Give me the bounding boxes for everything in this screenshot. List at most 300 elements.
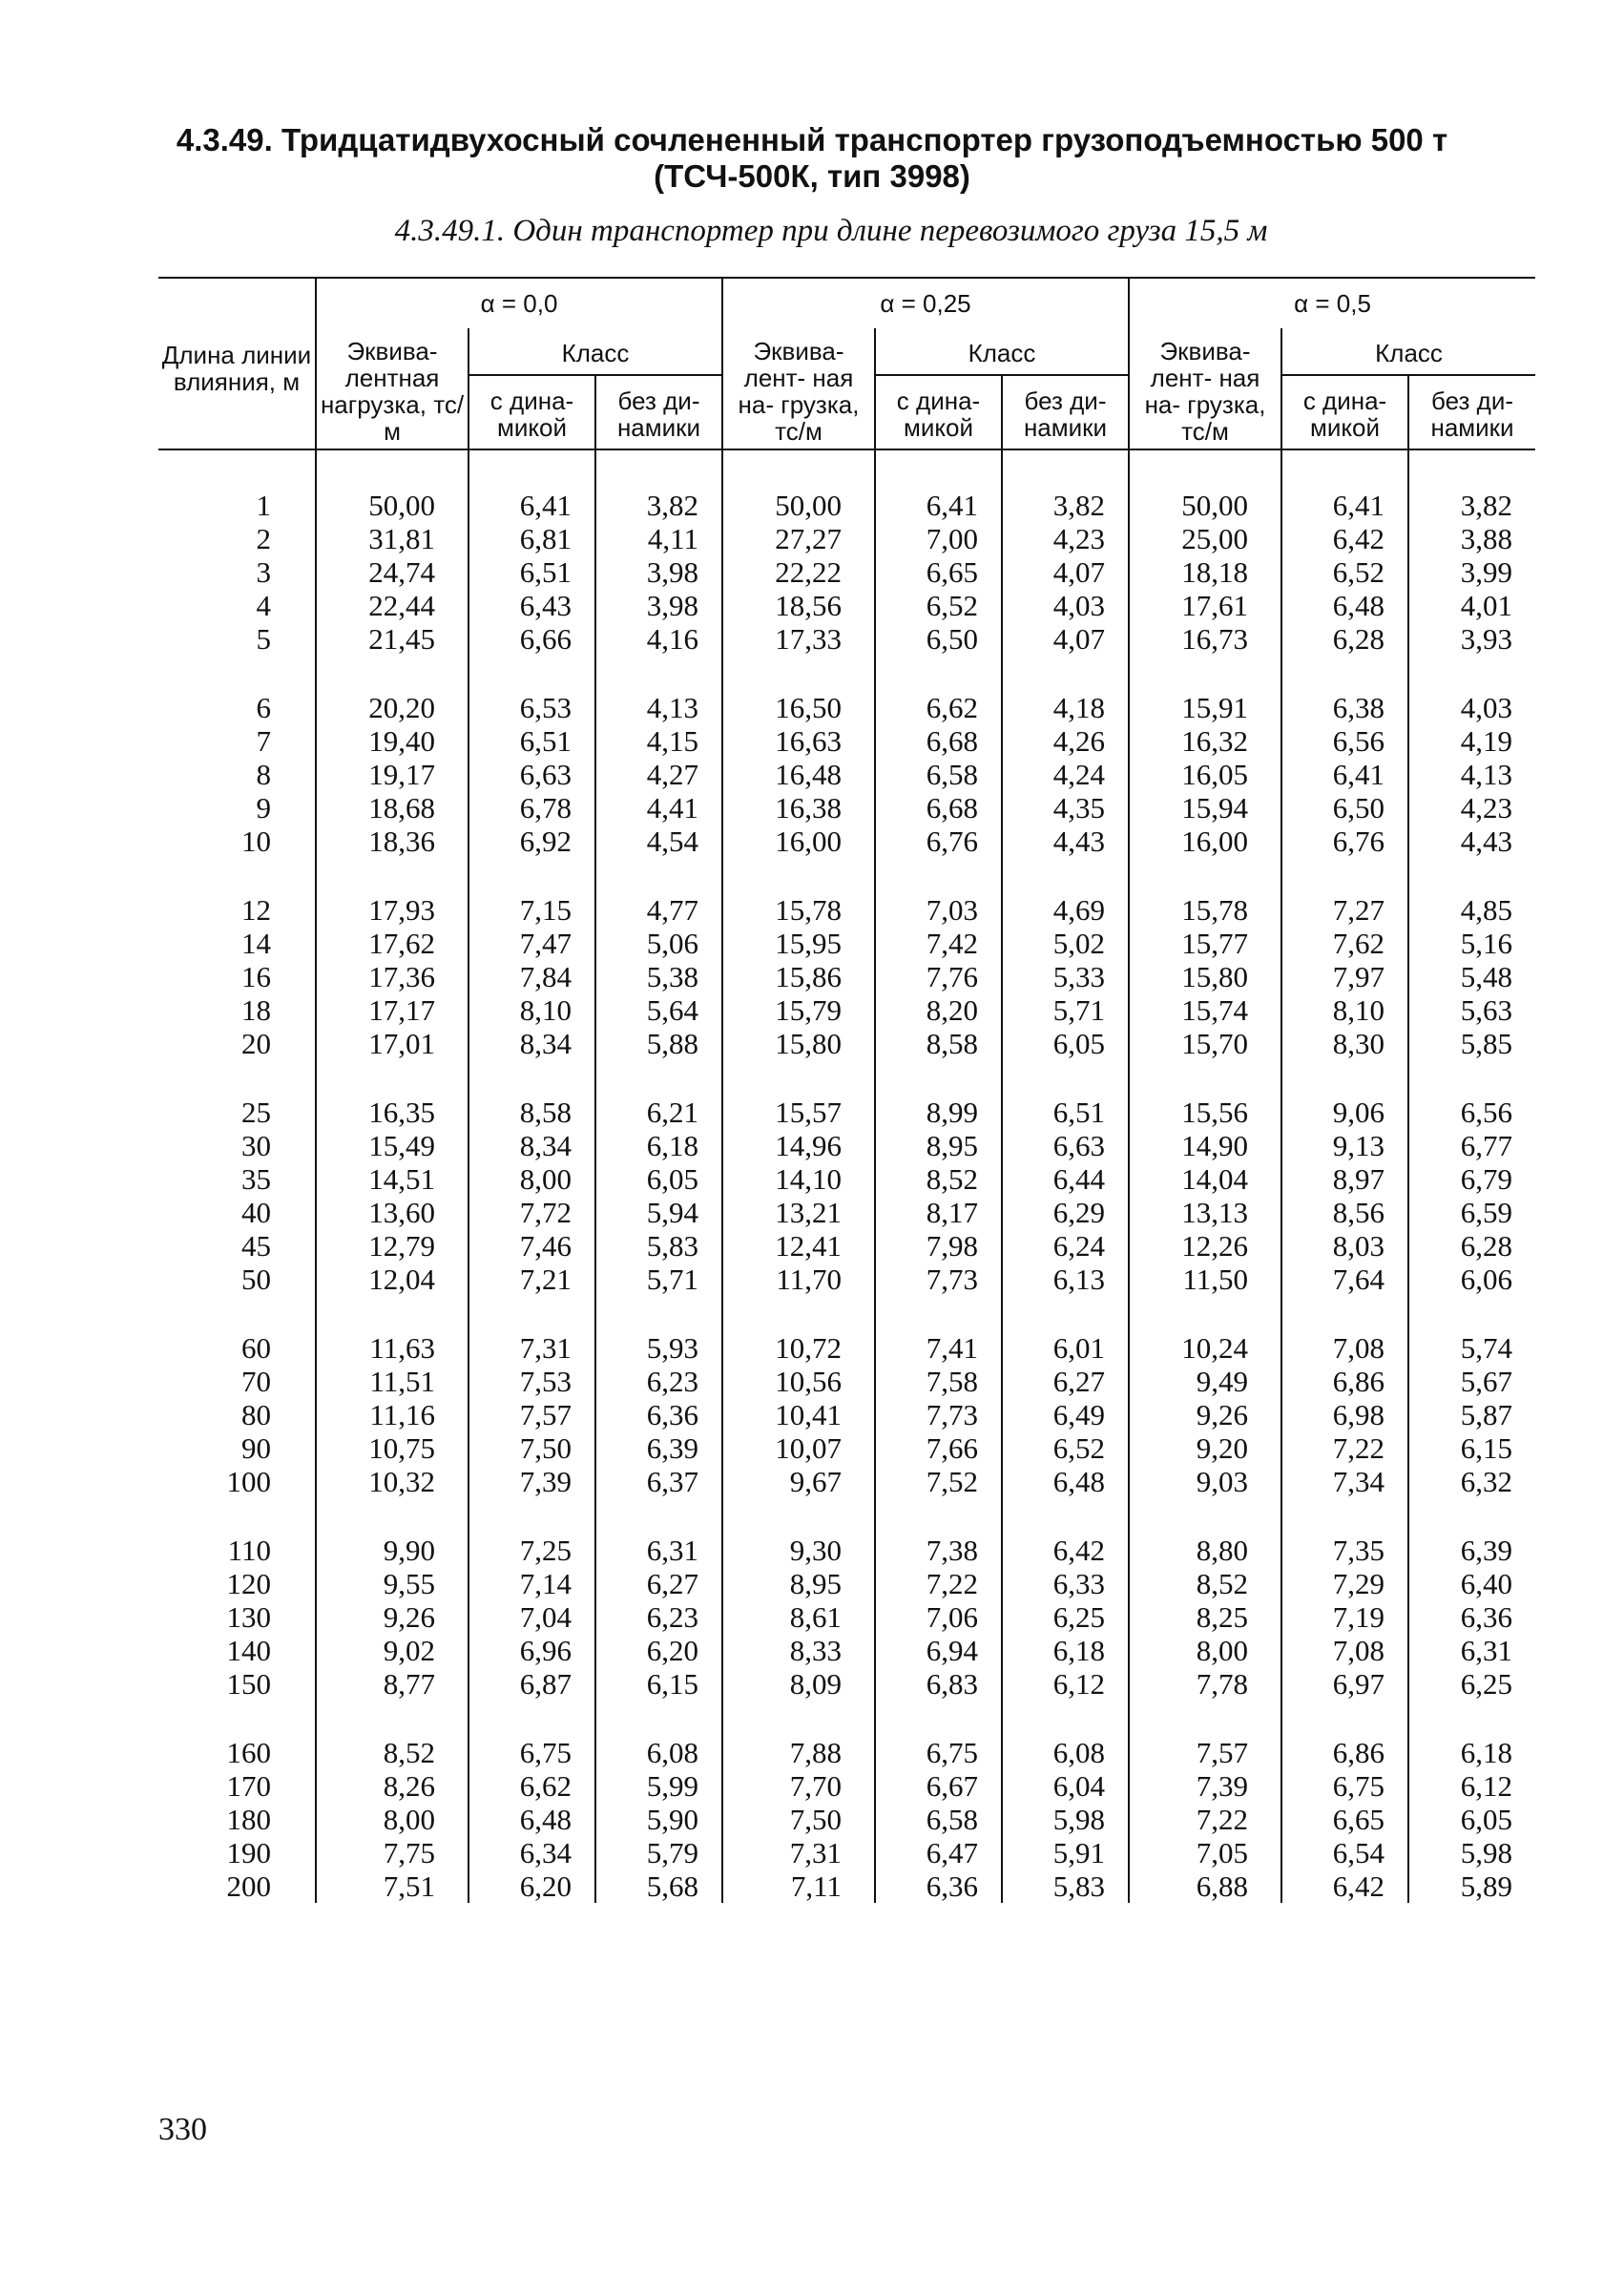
cell-eq-a05: 6,88 <box>1129 1869 1281 1903</box>
spacer-cell <box>158 1296 316 1331</box>
cell-eq-a05: 13,13 <box>1129 1196 1281 1229</box>
cell-dyn-a025: 7,73 <box>875 1398 1002 1431</box>
cell-length: 180 <box>226 1803 271 1836</box>
cell-nodyn-a025: 5,83 <box>1002 1869 1129 1903</box>
cell-eq-a05: 15,74 <box>1129 993 1281 1027</box>
spacer-cell <box>595 1296 722 1331</box>
spacer-cell <box>1129 1060 1281 1096</box>
table-row <box>158 1096 1535 1129</box>
cell-length: 10 <box>241 825 271 858</box>
spacer-cell <box>722 858 875 893</box>
cell-dyn-a0: 6,62 <box>468 1769 595 1803</box>
cell-eq-a05: 7,39 <box>1129 1769 1281 1803</box>
header-influence-line-length: Длина линии влияния, м <box>158 278 316 449</box>
subsection-title: 4.3.49.1. Один транспортер при длине перевозимого груза 15,5 м <box>394 214 1268 248</box>
cell-length: 130 <box>226 1600 271 1634</box>
cell-nodyn-a025: 6,44 <box>1002 1162 1129 1196</box>
cell-dyn-a05: 7,22 <box>1281 1431 1408 1465</box>
cell-dyn-a0: 7,46 <box>468 1229 595 1263</box>
cell-nodyn-a05: 5,98 <box>1408 1836 1535 1869</box>
cell-length: 190 <box>226 1836 271 1869</box>
cell-length: 70 <box>241 1365 271 1398</box>
cell-length: 6 <box>256 691 271 724</box>
cell-dyn-a025: 7,41 <box>875 1331 1002 1365</box>
cell-eq-a025: 11,70 <box>722 1263 875 1296</box>
cell-eq-a05: 14,04 <box>1129 1162 1281 1196</box>
table-row <box>158 1465 1535 1498</box>
cell-dyn-a0: 8,00 <box>468 1162 595 1196</box>
cell-nodyn-a0: 5,90 <box>595 1803 722 1836</box>
spacer-cell <box>1281 656 1408 691</box>
header-without-dynamics: без ди- намики <box>595 375 722 449</box>
spacer-cell <box>1408 1701 1535 1736</box>
cell-nodyn-a025: 6,18 <box>1002 1634 1129 1667</box>
cell-dyn-a0: 6,87 <box>468 1667 595 1701</box>
cell-length: 120 <box>226 1567 271 1600</box>
cell-length: 150 <box>226 1667 271 1701</box>
cell-nodyn-a0: 4,41 <box>595 791 722 825</box>
cell-nodyn-a025: 5,33 <box>1002 960 1129 993</box>
cell-nodyn-a025: 4,69 <box>1002 893 1129 927</box>
cell-dyn-a05: 8,97 <box>1281 1162 1408 1196</box>
cell-dyn-a025: 6,94 <box>875 1634 1002 1667</box>
cell-nodyn-a025: 4,24 <box>1002 758 1129 791</box>
spacer-cell <box>468 656 595 691</box>
cell-eq-a025: 14,96 <box>722 1129 875 1162</box>
cell-nodyn-a0: 6,20 <box>595 1634 722 1667</box>
table-row <box>158 1567 1535 1600</box>
header-alpha-05: α = 0,5 <box>1129 278 1535 328</box>
table-row <box>158 555 1535 589</box>
cell-eq-a0: 17,36 <box>316 960 468 993</box>
spacer-cell <box>1408 1296 1535 1331</box>
cell-length: 100 <box>226 1465 271 1498</box>
cell-nodyn-a05: 3,88 <box>1408 522 1535 555</box>
cell-nodyn-a0: 5,79 <box>595 1836 722 1869</box>
cell-dyn-a025: 6,58 <box>875 1803 1002 1836</box>
spacer-cell <box>595 1701 722 1736</box>
table-row <box>158 1162 1535 1196</box>
cell-nodyn-a025: 5,91 <box>1002 1836 1129 1869</box>
cell-eq-a05: 8,80 <box>1129 1534 1281 1567</box>
cell-nodyn-a025: 4,26 <box>1002 724 1129 758</box>
cell-eq-a05: 50,00 <box>1129 489 1281 522</box>
cell-dyn-a05: 7,34 <box>1281 1465 1408 1498</box>
cell-nodyn-a0: 4,15 <box>595 724 722 758</box>
cell-nodyn-a025: 5,98 <box>1002 1803 1129 1836</box>
cell-dyn-a025: 6,50 <box>875 622 1002 656</box>
section-heading <box>0 122 1624 195</box>
cell-dyn-a05: 8,03 <box>1281 1229 1408 1263</box>
cell-eq-a05: 16,05 <box>1129 758 1281 791</box>
cell-eq-a05: 15,91 <box>1129 691 1281 724</box>
table-row <box>158 993 1535 1027</box>
cell-eq-a0: 31,81 <box>316 522 468 555</box>
spacer-cell <box>158 1060 316 1096</box>
spacer-cell <box>468 858 595 893</box>
cell-eq-a05: 16,32 <box>1129 724 1281 758</box>
cell-length: 45 <box>241 1229 271 1263</box>
spacer-cell <box>875 858 1002 893</box>
cell-nodyn-a0: 6,08 <box>595 1736 722 1769</box>
cell-eq-a025: 8,09 <box>722 1667 875 1701</box>
cell-length: 2 <box>256 522 271 555</box>
cell-eq-a05: 15,94 <box>1129 791 1281 825</box>
table-row <box>158 1803 1535 1836</box>
cell-eq-a0: 11,51 <box>316 1365 468 1398</box>
cell-dyn-a05: 8,10 <box>1281 993 1408 1027</box>
cell-eq-a05: 15,56 <box>1129 1096 1281 1129</box>
cell-nodyn-a025: 4,18 <box>1002 691 1129 724</box>
group-gap-row <box>158 1701 1535 1736</box>
cell-nodyn-a05: 6,40 <box>1408 1567 1535 1600</box>
cell-nodyn-a0: 4,77 <box>595 893 722 927</box>
cell-dyn-a0: 6,51 <box>468 555 595 589</box>
table-row <box>158 724 1535 758</box>
cell-eq-a025: 50,00 <box>722 489 875 522</box>
cell-dyn-a0: 7,15 <box>468 893 595 927</box>
cell-eq-a025: 7,70 <box>722 1769 875 1803</box>
spacer-cell <box>1408 449 1535 489</box>
spacer-cell <box>1129 656 1281 691</box>
cell-eq-a05: 15,78 <box>1129 893 1281 927</box>
cell-dyn-a0: 6,75 <box>468 1736 595 1769</box>
header-without-dynamics: без ди- намики <box>1408 375 1535 449</box>
cell-length: 8 <box>256 758 271 791</box>
cell-length: 5 <box>256 622 271 656</box>
spacer-cell <box>1002 1296 1129 1331</box>
table-row <box>158 1836 1535 1869</box>
cell-eq-a025: 9,30 <box>722 1534 875 1567</box>
cell-eq-a05: 8,25 <box>1129 1600 1281 1634</box>
spacer-cell <box>158 1701 316 1736</box>
cell-nodyn-a05: 6,05 <box>1408 1803 1535 1836</box>
cell-length: 110 <box>227 1534 271 1567</box>
cell-eq-a05: 16,00 <box>1129 825 1281 858</box>
cell-eq-a0: 18,68 <box>316 791 468 825</box>
cell-dyn-a05: 6,42 <box>1281 1869 1408 1903</box>
cell-nodyn-a025: 6,27 <box>1002 1365 1129 1398</box>
spacer-cell <box>158 858 316 893</box>
cell-dyn-a05: 6,28 <box>1281 622 1408 656</box>
cell-dyn-a05: 7,29 <box>1281 1567 1408 1600</box>
cell-nodyn-a0: 4,16 <box>595 622 722 656</box>
cell-nodyn-a05: 3,99 <box>1408 555 1535 589</box>
spacer-cell <box>875 1060 1002 1096</box>
cell-nodyn-a0: 6,27 <box>595 1567 722 1600</box>
cell-nodyn-a025: 6,01 <box>1002 1331 1129 1365</box>
cell-dyn-a05: 7,08 <box>1281 1634 1408 1667</box>
spacer-cell <box>595 858 722 893</box>
cell-nodyn-a0: 6,37 <box>595 1465 722 1498</box>
spacer-cell <box>1129 449 1281 489</box>
cell-nodyn-a05: 5,67 <box>1408 1365 1535 1398</box>
spacer-cell <box>1002 1060 1129 1096</box>
cell-dyn-a0: 8,34 <box>468 1027 595 1060</box>
cell-length: 80 <box>241 1398 271 1431</box>
cell-length: 140 <box>226 1634 271 1667</box>
cell-dyn-a025: 7,73 <box>875 1263 1002 1296</box>
cell-eq-a05: 10,24 <box>1129 1331 1281 1365</box>
cell-dyn-a05: 6,75 <box>1281 1769 1408 1803</box>
table-header <box>158 278 1535 449</box>
group-gap-row <box>158 858 1535 893</box>
cell-dyn-a0: 6,92 <box>468 825 595 858</box>
header-equivalent-load: Эквива- лент- ная на- грузка, тс/м <box>1129 328 1281 449</box>
spacer-cell <box>316 449 468 489</box>
cell-dyn-a05: 6,86 <box>1281 1736 1408 1769</box>
table-row <box>158 758 1535 791</box>
cell-dyn-a0: 7,53 <box>468 1365 595 1398</box>
cell-dyn-a025: 8,52 <box>875 1162 1002 1196</box>
cell-eq-a0: 18,36 <box>316 825 468 858</box>
cell-nodyn-a05: 6,15 <box>1408 1431 1535 1465</box>
header-alpha-025: α = 0,25 <box>722 278 1129 328</box>
table-row <box>158 1331 1535 1365</box>
cell-nodyn-a0: 4,11 <box>595 522 722 555</box>
cell-dyn-a025: 6,62 <box>875 691 1002 724</box>
cell-eq-a05: 7,57 <box>1129 1736 1281 1769</box>
cell-dyn-a0: 7,57 <box>468 1398 595 1431</box>
cell-nodyn-a05: 5,74 <box>1408 1331 1535 1365</box>
cell-eq-a0: 20,20 <box>316 691 468 724</box>
cell-eq-a05: 8,00 <box>1129 1634 1281 1667</box>
header-class: Класс <box>875 328 1129 375</box>
table-row <box>158 893 1535 927</box>
cell-dyn-a025: 7,38 <box>875 1534 1002 1567</box>
header-alpha-0: α = 0,0 <box>316 278 722 328</box>
cell-nodyn-a05: 4,13 <box>1408 758 1535 791</box>
cell-nodyn-a05: 6,79 <box>1408 1162 1535 1196</box>
cell-nodyn-a025: 6,13 <box>1002 1263 1129 1296</box>
cell-length: 18 <box>241 993 271 1027</box>
group-gap-row <box>158 1296 1535 1331</box>
cell-eq-a0: 7,51 <box>316 1869 468 1903</box>
cell-eq-a0: 10,75 <box>316 1431 468 1465</box>
cell-nodyn-a025: 6,42 <box>1002 1534 1129 1567</box>
cell-dyn-a0: 7,14 <box>468 1567 595 1600</box>
cell-eq-a05: 11,50 <box>1129 1263 1281 1296</box>
cell-eq-a0: 22,44 <box>316 589 468 622</box>
cell-dyn-a0: 7,04 <box>468 1600 595 1634</box>
cell-dyn-a05: 6,50 <box>1281 791 1408 825</box>
cell-eq-a025: 27,27 <box>722 522 875 555</box>
cell-dyn-a025: 7,42 <box>875 927 1002 960</box>
cell-nodyn-a05: 6,12 <box>1408 1769 1535 1803</box>
cell-dyn-a0: 6,81 <box>468 522 595 555</box>
cell-nodyn-a025: 5,71 <box>1002 993 1129 1027</box>
spacer-cell <box>1002 1701 1129 1736</box>
table-row <box>158 1027 1535 1060</box>
cell-dyn-a05: 6,56 <box>1281 724 1408 758</box>
spacer-cell <box>1408 1498 1535 1534</box>
cell-dyn-a05: 6,54 <box>1281 1836 1408 1869</box>
cell-nodyn-a05: 5,63 <box>1408 993 1535 1027</box>
cell-nodyn-a05: 6,18 <box>1408 1736 1535 1769</box>
cell-nodyn-a025: 5,02 <box>1002 927 1129 960</box>
cell-eq-a05: 18,18 <box>1129 555 1281 589</box>
spacer-cell <box>1002 449 1129 489</box>
cell-eq-a025: 12,41 <box>722 1229 875 1263</box>
cell-nodyn-a025: 3,82 <box>1002 489 1129 522</box>
cell-eq-a0: 19,40 <box>316 724 468 758</box>
table-row <box>158 1534 1535 1567</box>
cell-nodyn-a05: 6,28 <box>1408 1229 1535 1263</box>
cell-eq-a025: 7,50 <box>722 1803 875 1836</box>
cell-length: 9 <box>256 791 271 825</box>
cell-nodyn-a0: 5,64 <box>595 993 722 1027</box>
cell-nodyn-a05: 5,85 <box>1408 1027 1535 1060</box>
cell-eq-a025: 10,41 <box>722 1398 875 1431</box>
cell-dyn-a0: 6,63 <box>468 758 595 791</box>
spacer-cell <box>875 1701 1002 1736</box>
cell-dyn-a025: 7,00 <box>875 522 1002 555</box>
cell-dyn-a0: 7,21 <box>468 1263 595 1296</box>
cell-dyn-a05: 8,30 <box>1281 1027 1408 1060</box>
cell-eq-a025: 18,56 <box>722 589 875 622</box>
spacer-cell <box>1129 1701 1281 1736</box>
spacer-cell <box>1408 1060 1535 1096</box>
cell-eq-a0: 9,02 <box>316 1634 468 1667</box>
cell-eq-a0: 8,52 <box>316 1736 468 1769</box>
cell-length: 14 <box>241 927 271 960</box>
cell-nodyn-a0: 5,38 <box>595 960 722 993</box>
cell-nodyn-a0: 5,06 <box>595 927 722 960</box>
cell-nodyn-a025: 4,03 <box>1002 589 1129 622</box>
cell-dyn-a0: 7,72 <box>468 1196 595 1229</box>
spacer-cell <box>316 1498 468 1534</box>
table-row <box>158 1869 1535 1903</box>
cell-eq-a05: 9,49 <box>1129 1365 1281 1398</box>
cell-eq-a025: 15,57 <box>722 1096 875 1129</box>
cell-nodyn-a05: 5,16 <box>1408 927 1535 960</box>
cell-dyn-a025: 6,68 <box>875 791 1002 825</box>
spacer-cell <box>595 449 722 489</box>
spacer-cell <box>1281 858 1408 893</box>
cell-eq-a05: 7,22 <box>1129 1803 1281 1836</box>
table-row <box>158 1229 1535 1263</box>
spacer-cell <box>1281 449 1408 489</box>
cell-eq-a0: 19,17 <box>316 758 468 791</box>
cell-eq-a025: 15,95 <box>722 927 875 960</box>
cell-dyn-a025: 8,99 <box>875 1096 1002 1129</box>
cell-eq-a025: 14,10 <box>722 1162 875 1196</box>
cell-dyn-a05: 6,42 <box>1281 522 1408 555</box>
cell-nodyn-a025: 6,29 <box>1002 1196 1129 1229</box>
cell-nodyn-a025: 6,08 <box>1002 1736 1129 1769</box>
table-spacer-row <box>158 449 1535 489</box>
table-row <box>158 489 1535 522</box>
table-row <box>158 1196 1535 1229</box>
cell-eq-a05: 12,26 <box>1129 1229 1281 1263</box>
cell-nodyn-a0: 5,83 <box>595 1229 722 1263</box>
cell-length: 7 <box>256 724 271 758</box>
cell-dyn-a025: 7,98 <box>875 1229 1002 1263</box>
cell-dyn-a05: 6,48 <box>1281 589 1408 622</box>
group-gap-row <box>158 1498 1535 1534</box>
header-with-dynamics: с дина- микой <box>468 375 595 449</box>
cell-dyn-a0: 7,25 <box>468 1534 595 1567</box>
table-row <box>158 691 1535 724</box>
cell-dyn-a025: 7,52 <box>875 1465 1002 1498</box>
cell-nodyn-a05: 6,59 <box>1408 1196 1535 1229</box>
cell-eq-a0: 9,26 <box>316 1600 468 1634</box>
cell-length: 3 <box>256 555 271 589</box>
cell-dyn-a025: 6,41 <box>875 489 1002 522</box>
cell-nodyn-a025: 4,43 <box>1002 825 1129 858</box>
cell-dyn-a0: 6,51 <box>468 724 595 758</box>
cell-length: 170 <box>226 1769 271 1803</box>
cell-dyn-a05: 6,76 <box>1281 825 1408 858</box>
cell-eq-a025: 10,07 <box>722 1431 875 1465</box>
cell-eq-a025: 15,78 <box>722 893 875 927</box>
cell-nodyn-a05: 6,36 <box>1408 1600 1535 1634</box>
page-number: 330 <box>158 2112 207 2147</box>
cell-nodyn-a05: 6,56 <box>1408 1096 1535 1129</box>
spacer-cell <box>875 1296 1002 1331</box>
cell-dyn-a05: 7,97 <box>1281 960 1408 993</box>
cell-eq-a05: 15,70 <box>1129 1027 1281 1060</box>
cell-dyn-a0: 6,96 <box>468 1634 595 1667</box>
spacer-cell <box>316 858 468 893</box>
cell-nodyn-a0: 5,88 <box>595 1027 722 1060</box>
spacer-cell <box>722 1498 875 1534</box>
cell-dyn-a0: 7,39 <box>468 1465 595 1498</box>
spacer-cell <box>595 656 722 691</box>
table-row <box>158 1365 1535 1398</box>
cell-eq-a025: 8,61 <box>722 1600 875 1634</box>
header-equivalent-load: Эквива- лентная нагрузка, тс/м <box>316 328 468 449</box>
spacer-cell <box>1281 1296 1408 1331</box>
cell-nodyn-a0: 6,15 <box>595 1667 722 1701</box>
cell-eq-a025: 9,67 <box>722 1465 875 1498</box>
cell-length: 25 <box>241 1096 271 1129</box>
cell-nodyn-a025: 6,49 <box>1002 1398 1129 1431</box>
cell-dyn-a025: 6,36 <box>875 1869 1002 1903</box>
spacer-cell <box>1129 858 1281 893</box>
cell-nodyn-a05: 3,93 <box>1408 622 1535 656</box>
cell-eq-a025: 15,86 <box>722 960 875 993</box>
spacer-cell <box>722 656 875 691</box>
cell-nodyn-a025: 6,33 <box>1002 1567 1129 1600</box>
cell-dyn-a025: 8,17 <box>875 1196 1002 1229</box>
cell-nodyn-a025: 4,07 <box>1002 622 1129 656</box>
cell-dyn-a05: 6,98 <box>1281 1398 1408 1431</box>
cell-dyn-a05: 6,86 <box>1281 1365 1408 1398</box>
cell-eq-a05: 15,80 <box>1129 960 1281 993</box>
cell-nodyn-a025: 6,05 <box>1002 1027 1129 1060</box>
cell-length: 40 <box>241 1196 271 1229</box>
spacer-cell <box>316 1701 468 1736</box>
spacer-cell <box>595 1498 722 1534</box>
cell-nodyn-a0: 3,98 <box>595 555 722 589</box>
cell-nodyn-a0: 6,23 <box>595 1600 722 1634</box>
table-row <box>158 1667 1535 1701</box>
cell-dyn-a025: 7,06 <box>875 1600 1002 1634</box>
cell-length: 60 <box>241 1331 271 1365</box>
cell-eq-a05: 9,20 <box>1129 1431 1281 1465</box>
cell-eq-a025: 16,00 <box>722 825 875 858</box>
cell-nodyn-a0: 4,54 <box>595 825 722 858</box>
cell-length: 12 <box>241 893 271 927</box>
cell-nodyn-a0: 3,98 <box>595 589 722 622</box>
section-title-line1: 4.3.49. Тридцатидвухосный сочлененный транспортер грузоподъемностью 500 т <box>176 122 1448 157</box>
spacer-cell <box>158 656 316 691</box>
spacer-cell <box>468 1060 595 1096</box>
spacer-cell <box>722 1060 875 1096</box>
cell-eq-a025: 10,72 <box>722 1331 875 1365</box>
table-row <box>158 960 1535 993</box>
